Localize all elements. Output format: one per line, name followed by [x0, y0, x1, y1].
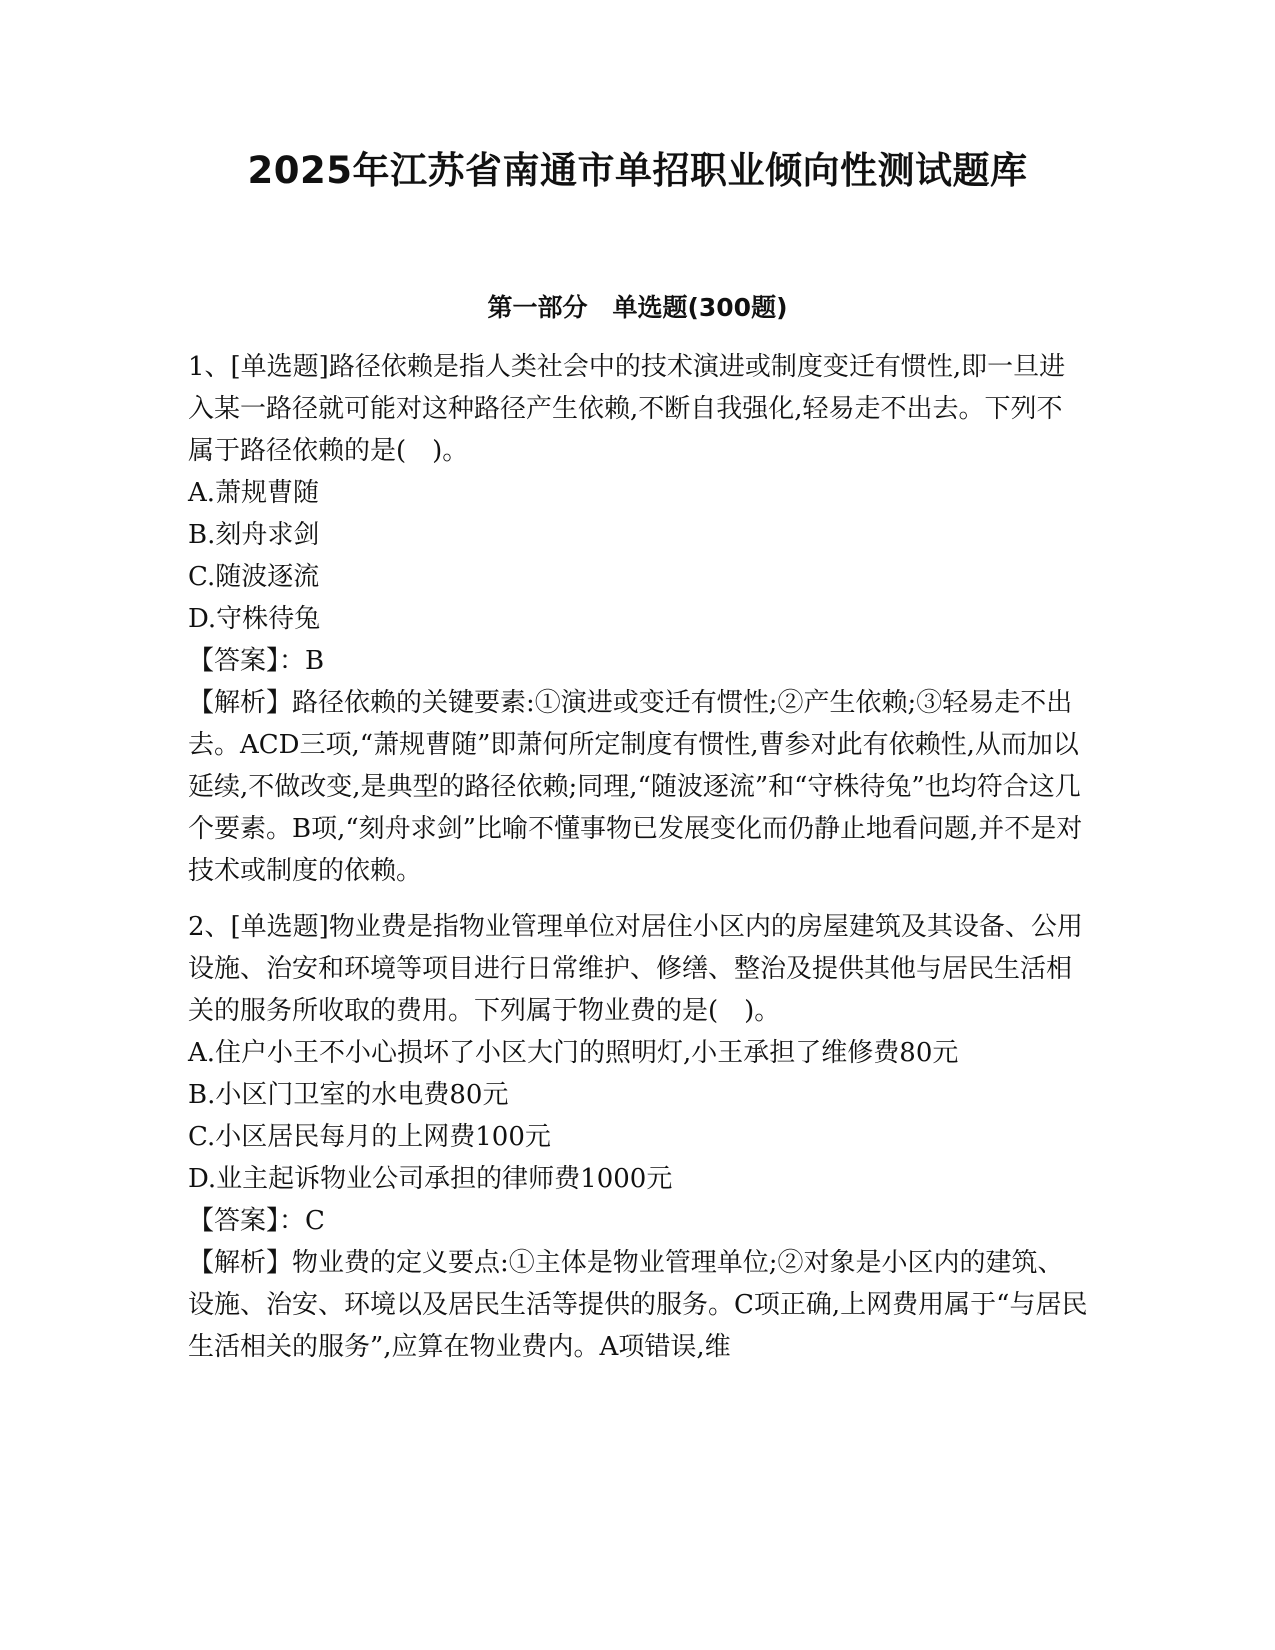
- answer: 【答案】：B: [188, 646, 325, 676]
- analysis: 【解析】物业费的定义要点:①主体是物业管理单位;②对象是小区内的建筑、设施、治安、环境以及居民生活等提供的服务。C项正确,上网费用属于“与居民生活相关的服务”,应算在物业费内。A项错误,维: [188, 1248, 1088, 1362]
- document-title: 2025年江苏省南通市单招职业倾向性测试题库: [247, 149, 1028, 192]
- question-stem: 2、[单选题]物业费是指物业管理单位对居住小区内的房屋建筑及其设备、公用设施、治安和环境等项目进行日常维护、修缮、整治及提供其他与居民生活相关的服务所收取的费用。下列属于物业费的是( )。: [188, 912, 1083, 1026]
- option-a: A.住户小王不小心损坏了小区大门的照明灯,小王承担了维修费80元: [188, 1038, 959, 1068]
- answer: 【答案】：C: [188, 1206, 325, 1236]
- option-d: D.守株待兔: [188, 604, 321, 634]
- option-b: B.小区门卫室的水电费80元: [188, 1080, 509, 1110]
- analysis: 【解析】路径依赖的关键要素:①演进或变迁有惯性;②产生依赖;③轻易走不出去。ACD三项,“萧规曹随”即萧何所定制度有惯性,曹参对此有依赖性,从而加以延续,不做改变,是典型的路径依赖;同理,“随波逐流”和“守株待兔”也均符合这几个要素。B项,“刻舟求剑”比喻不懂事物已发展变化而仍静止地看问题,并不是对技术或制度的依赖。: [188, 688, 1083, 886]
- option-c: C.小区居民每月的上网费100元: [188, 1122, 551, 1152]
- question-1: [188, 346, 1088, 892]
- option-d: D.业主起诉物业公司承担的律师费1000元: [188, 1164, 673, 1194]
- question-2: [188, 906, 1088, 1368]
- option-b: B.刻舟求剑: [188, 520, 320, 550]
- section-heading: 第一部分 单选题(300题): [487, 293, 788, 322]
- option-c: C.随波逐流: [188, 562, 320, 592]
- question-stem: 1、[单选题]路径依赖是指人类社会中的技术演进或制度变迁有惯性,即一旦进入某一路径就可能对这种路径产生依赖,不断自我强化,轻易走不出去。下列不属于路径依赖的是( )。: [188, 352, 1066, 466]
- document-body: [188, 346, 1088, 1368]
- option-a: A.萧规曹随: [188, 478, 320, 508]
